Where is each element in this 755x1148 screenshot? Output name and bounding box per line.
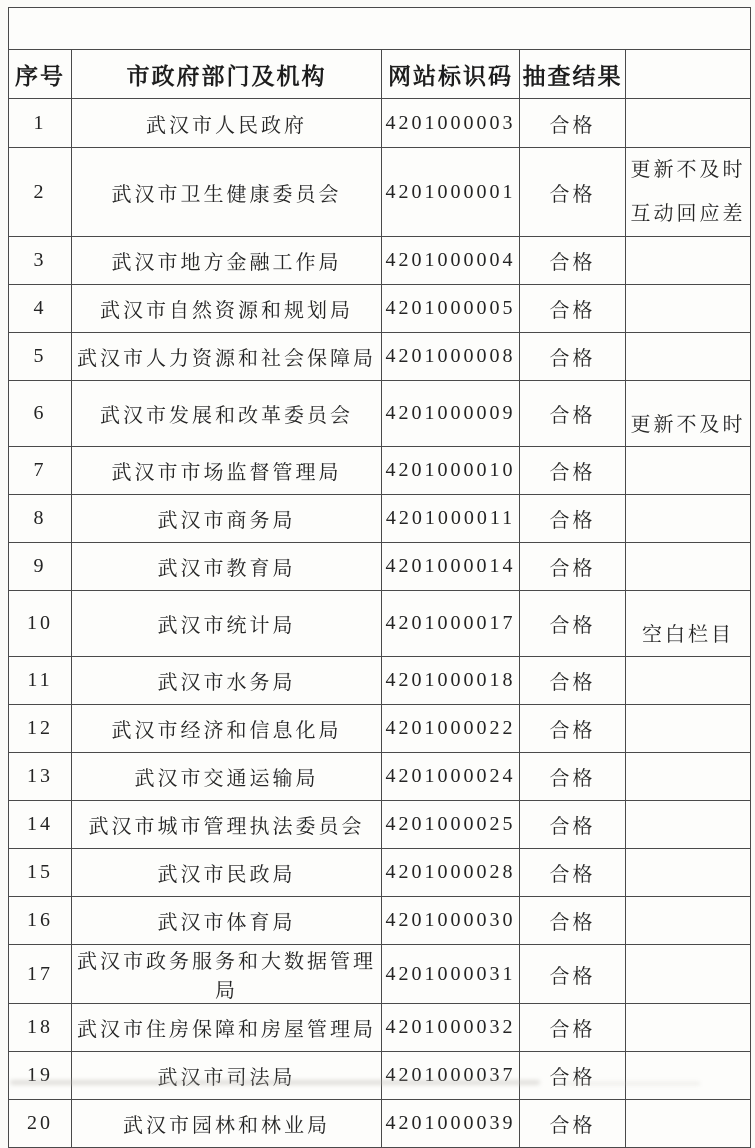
table-row <box>9 381 751 447</box>
serial-cell: 12 <box>9 705 72 753</box>
table-row <box>9 237 751 285</box>
result-cell: 合格 <box>520 897 626 945</box>
table-header-row <box>9 50 751 99</box>
table-row <box>9 657 751 705</box>
department-cell: 武汉市人力资源和社会保障局 <box>72 333 382 381</box>
serial-cell: 15 <box>9 849 72 897</box>
remark-cell <box>626 753 751 801</box>
result-cell: 合格 <box>520 381 626 447</box>
remark-cell <box>626 237 751 285</box>
remark-cell <box>626 495 751 543</box>
department-cell: 武汉市住房保障和房屋管理局 <box>72 1004 382 1052</box>
table-row <box>9 495 751 543</box>
empty-top-cell <box>9 8 751 50</box>
header-result: 抽查结果 <box>520 50 626 99</box>
table-row <box>9 753 751 801</box>
result-cell: 合格 <box>520 753 626 801</box>
result-cell: 合格 <box>520 945 626 1004</box>
department-cell: 武汉市水务局 <box>72 657 382 705</box>
remark-cell <box>626 801 751 849</box>
table-row <box>9 1100 751 1148</box>
table-row <box>9 705 751 753</box>
remark-cell: 空白栏目 <box>626 591 751 657</box>
header-remark <box>626 50 751 99</box>
remark-cell <box>626 945 751 1004</box>
remark-line: 互动回应差 <box>630 203 746 225</box>
table-row <box>9 285 751 333</box>
code-cell: 4201000031 <box>382 945 520 1004</box>
remark-cell <box>626 1052 751 1100</box>
remark-cell: 更新不及时 <box>626 381 751 447</box>
result-cell: 合格 <box>520 148 626 237</box>
department-cell: 武汉市自然资源和规划局 <box>72 285 382 333</box>
result-cell: 合格 <box>520 1052 626 1100</box>
table-row <box>9 945 751 1004</box>
result-cell: 合格 <box>520 285 626 333</box>
serial-cell: 5 <box>9 333 72 381</box>
code-cell: 4201000028 <box>382 849 520 897</box>
result-cell: 合格 <box>520 591 626 657</box>
result-cell: 合格 <box>520 237 626 285</box>
result-cell: 合格 <box>520 705 626 753</box>
code-cell: 4201000011 <box>382 495 520 543</box>
code-cell: 4201000025 <box>382 801 520 849</box>
remark-cell <box>626 99 751 148</box>
serial-cell: 3 <box>9 237 72 285</box>
result-cell: 合格 <box>520 333 626 381</box>
code-cell: 4201000001 <box>382 148 520 237</box>
code-cell: 4201000024 <box>382 753 520 801</box>
department-cell: 武汉市司法局 <box>72 1052 382 1100</box>
scan-artifact <box>10 1080 540 1085</box>
table-row <box>9 543 751 591</box>
result-cell: 合格 <box>520 99 626 148</box>
code-cell: 4201000004 <box>382 237 520 285</box>
remark-cell <box>626 897 751 945</box>
table-row <box>9 447 751 495</box>
remark-cell <box>626 1004 751 1052</box>
code-cell: 4201000009 <box>382 381 520 447</box>
remark-cell <box>626 705 751 753</box>
result-cell: 合格 <box>520 657 626 705</box>
remark-cell <box>626 447 751 495</box>
result-cell: 合格 <box>520 447 626 495</box>
department-cell: 武汉市统计局 <box>72 591 382 657</box>
remark-cell <box>626 1100 751 1148</box>
code-cell: 4201000014 <box>382 543 520 591</box>
serial-cell: 4 <box>9 285 72 333</box>
remark-cell <box>626 148 751 237</box>
table-row <box>9 1052 751 1100</box>
department-cell: 武汉市商务局 <box>72 495 382 543</box>
result-cell: 合格 <box>520 1100 626 1148</box>
header-serial: 序号 <box>9 50 72 99</box>
serial-cell: 6 <box>9 381 72 447</box>
department-cell: 武汉市体育局 <box>72 897 382 945</box>
code-cell: 4201000005 <box>382 285 520 333</box>
table-row <box>9 1004 751 1052</box>
code-cell: 4201000008 <box>382 333 520 381</box>
department-cell: 武汉市地方金融工作局 <box>72 237 382 285</box>
department-cell: 武汉市民政局 <box>72 849 382 897</box>
department-cell: 武汉市发展和改革委员会 <box>72 381 382 447</box>
code-cell: 4201000039 <box>382 1100 520 1148</box>
department-cell: 武汉市园林和林业局 <box>72 1100 382 1148</box>
remark-cell <box>626 333 751 381</box>
result-cell: 合格 <box>520 801 626 849</box>
serial-cell: 18 <box>9 1004 72 1052</box>
serial-cell: 11 <box>9 657 72 705</box>
department-cell: 武汉市经济和信息化局 <box>72 705 382 753</box>
table-row <box>9 333 751 381</box>
table-row <box>9 849 751 897</box>
department-cell: 武汉市城市管理执法委员会 <box>72 801 382 849</box>
department-cell: 武汉市政务服务和大数据管理局 <box>72 945 382 1004</box>
remark-cell <box>626 543 751 591</box>
department-cell: 武汉市教育局 <box>72 543 382 591</box>
serial-cell: 16 <box>9 897 72 945</box>
serial-cell: 14 <box>9 801 72 849</box>
code-cell: 4201000037 <box>382 1052 520 1100</box>
scan-artifact <box>560 1082 700 1085</box>
table-row <box>9 148 751 237</box>
code-cell: 4201000018 <box>382 657 520 705</box>
department-cell: 武汉市人民政府 <box>72 99 382 148</box>
serial-cell: 1 <box>9 99 72 148</box>
code-cell: 4201000030 <box>382 897 520 945</box>
empty-top-row <box>9 8 751 50</box>
result-cell: 合格 <box>520 1004 626 1052</box>
table-row <box>9 591 751 657</box>
inspection-table <box>8 7 751 1148</box>
code-cell: 4201000010 <box>382 447 520 495</box>
serial-cell: 2 <box>9 148 72 237</box>
serial-cell: 10 <box>9 591 72 657</box>
header-department: 市政府部门及机构 <box>72 50 382 99</box>
department-cell: 武汉市卫生健康委员会 <box>72 148 382 237</box>
serial-cell: 19 <box>9 1052 72 1100</box>
code-cell: 4201000003 <box>382 99 520 148</box>
serial-cell: 17 <box>9 945 72 1004</box>
table-row <box>9 99 751 148</box>
result-cell: 合格 <box>520 495 626 543</box>
remark-cell <box>626 849 751 897</box>
department-cell: 武汉市交通运输局 <box>72 753 382 801</box>
table-row <box>9 801 751 849</box>
serial-cell: 7 <box>9 447 72 495</box>
result-cell: 合格 <box>520 543 626 591</box>
table-row <box>9 897 751 945</box>
code-cell: 4201000032 <box>382 1004 520 1052</box>
code-cell: 4201000017 <box>382 591 520 657</box>
serial-cell: 20 <box>9 1100 72 1148</box>
code-cell: 4201000022 <box>382 705 520 753</box>
remark-cell <box>626 657 751 705</box>
remark-cell <box>626 285 751 333</box>
remark-line: 更新不及时 <box>630 159 746 181</box>
serial-cell: 8 <box>9 495 72 543</box>
department-cell: 武汉市市场监督管理局 <box>72 447 382 495</box>
header-code: 网站标识码 <box>382 50 520 99</box>
result-cell: 合格 <box>520 849 626 897</box>
serial-cell: 13 <box>9 753 72 801</box>
serial-cell: 9 <box>9 543 72 591</box>
